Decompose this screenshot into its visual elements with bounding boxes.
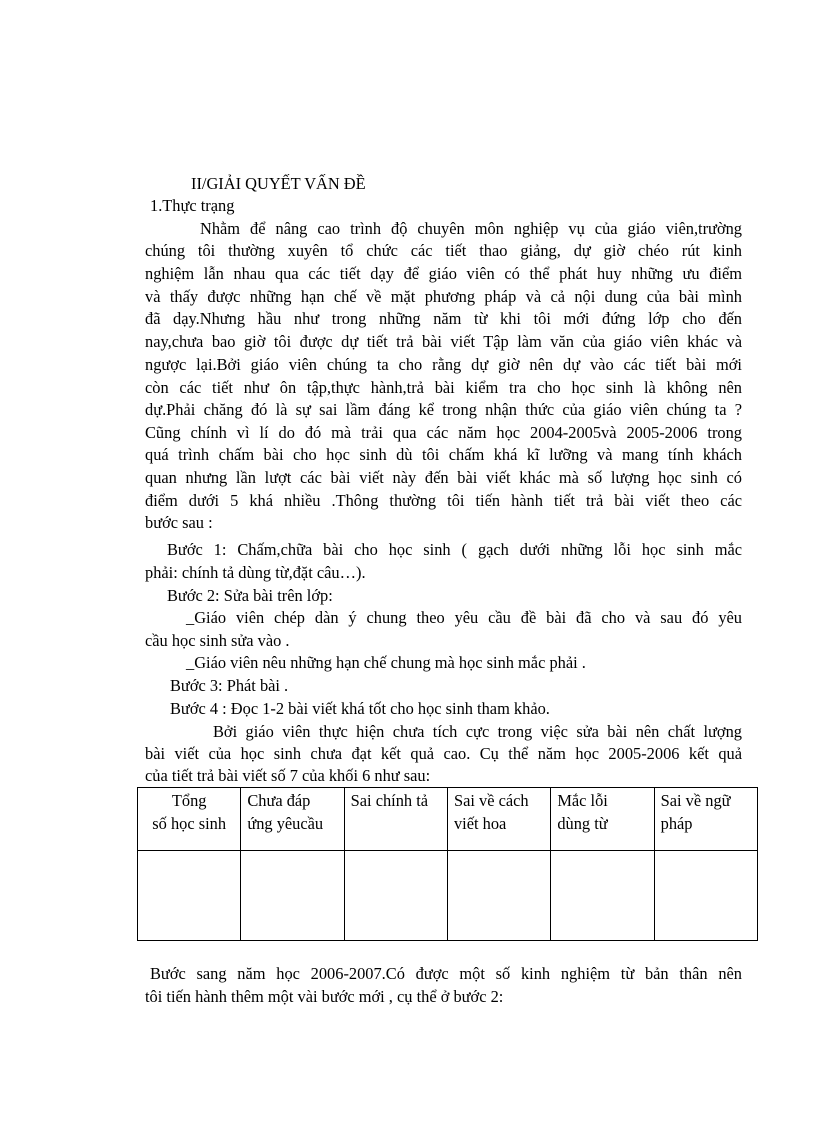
paragraph-line: nay,chưa bao giờ tôi được dự tiết trả bài viết Tập làm văn của giáo viên khác và (145, 332, 742, 351)
result-line: bài viết của học sinh chưa đạt kết quả cao. Cụ thể năm học 2005-2006 kết quả (145, 744, 742, 763)
paragraph-line: đã dạy.Nhưng hầu như trong những năm từ khi tôi mới đứng lớp cho đến (145, 309, 742, 328)
step-1-cont: phải: chính tả dùng từ,đặt câu…). (145, 563, 366, 582)
paragraph-line: ngược lại.Bởi giáo viên chúng ta cho rằng dự giờ nên dự vào các tiết bài mới (145, 355, 742, 374)
paragraph-line: quan nhưng lần lượt các bài viết này đến bài viết khác mà số lượng học sinh có (145, 468, 742, 487)
paragraph-line: và thấy được những hạn chế về mặt phương pháp và cả nội dung của bài mình (145, 287, 742, 306)
header-grammar-errors: Sai về ngữ pháp (654, 788, 757, 851)
header-spelling-errors: Sai chính tả (344, 788, 447, 851)
paragraph-line: còn các tiết như ôn tập,thực hành,trả bài kiểm tra cho học sinh là không nên (145, 378, 742, 397)
table-header-row (138, 788, 758, 851)
table-cell (138, 851, 241, 941)
step-2-item-a: _Giáo viên chép dàn ý chung theo yêu cầu đề bài đã cho và sau đó yêu (186, 608, 742, 627)
paragraph-line: dự.Phải chăng đó là sự sai lầm đáng kể trong nhận thức của giáo viên chúng ta ? (145, 400, 742, 419)
step-2: Bước 2: Sửa bài trên lớp: (167, 586, 333, 605)
step-1: Bước 1: Chấm,chữa bài cho học sinh ( gạch dưới những lỗi học sinh mắc (167, 540, 742, 559)
table-row (138, 851, 758, 941)
closing-line: Bước sang năm học 2006-2007.Có được một số kinh nghiệm từ bản thân nên (150, 964, 742, 983)
header-word-usage-errors: Mắc lỗi dùng từ (551, 788, 654, 851)
paragraph-line: điểm dưới 5 khá nhiều .Thông thường tôi tiến hành tiết trả bài viết theo các (145, 491, 742, 510)
header-not-meeting-requirements: Chưa đáp ứng yêucầu (241, 788, 344, 851)
paragraph-line: bước sau : (145, 513, 213, 532)
step-3: Bước 3: Phát bài . (170, 676, 289, 695)
paragraph-line: quá trình chấm bài cho học sinh dù tôi chấm khá kĩ lưỡng và mang tính khách (145, 445, 742, 464)
result-line: của tiết trả bài viết số 7 của khối 6 như sau: (145, 766, 431, 785)
paragraph-line: Nhằm để nâng cao trình độ chuyên môn nghiệp vụ của giáo viên,trường (200, 219, 742, 238)
paragraph-line: Cũng chính vì lí do đó mà trải qua các năm học 2004-2005và 2005-2006 trong (145, 423, 742, 442)
table-cell (447, 851, 550, 941)
table-cell (344, 851, 447, 941)
closing-line: tôi tiến hành thêm một vài bước mới , cụ thể ở bước 2: (145, 987, 504, 1006)
table-cell (241, 851, 344, 941)
table-cell (654, 851, 757, 941)
section-title: II/GIẢI QUYẾT VẤN ĐỀ (191, 174, 366, 193)
subsection-title: 1.Thực trạng (150, 196, 235, 215)
result-line: Bởi giáo viên thực hiện chưa tích cực trong việc sửa bài nên chất lượng (213, 722, 742, 741)
paragraph-line: nghiệm lẫn nhau qua các tiết dạy để giáo viên có thể phát huy những ưu điểm (145, 264, 742, 283)
results-table (137, 787, 758, 941)
paragraph-line: chúng tôi thường xuyên tổ chức các tiết thao giảng, dự giờ chéo rút kinh (145, 241, 742, 260)
header-total-students: Tổng số học sinh (138, 788, 241, 851)
step-2-item-b: _Giáo viên nêu những hạn chế chung mà học sinh mắc phải . (186, 653, 586, 672)
header-capitalization-errors: Sai về cách viết hoa (447, 788, 550, 851)
step-2-item-a-cont: cầu học sinh sửa vào . (145, 631, 290, 650)
step-4: Bước 4 : Đọc 1-2 bài viết khá tốt cho học sinh tham khảo. (170, 699, 550, 718)
table-cell (551, 851, 654, 941)
